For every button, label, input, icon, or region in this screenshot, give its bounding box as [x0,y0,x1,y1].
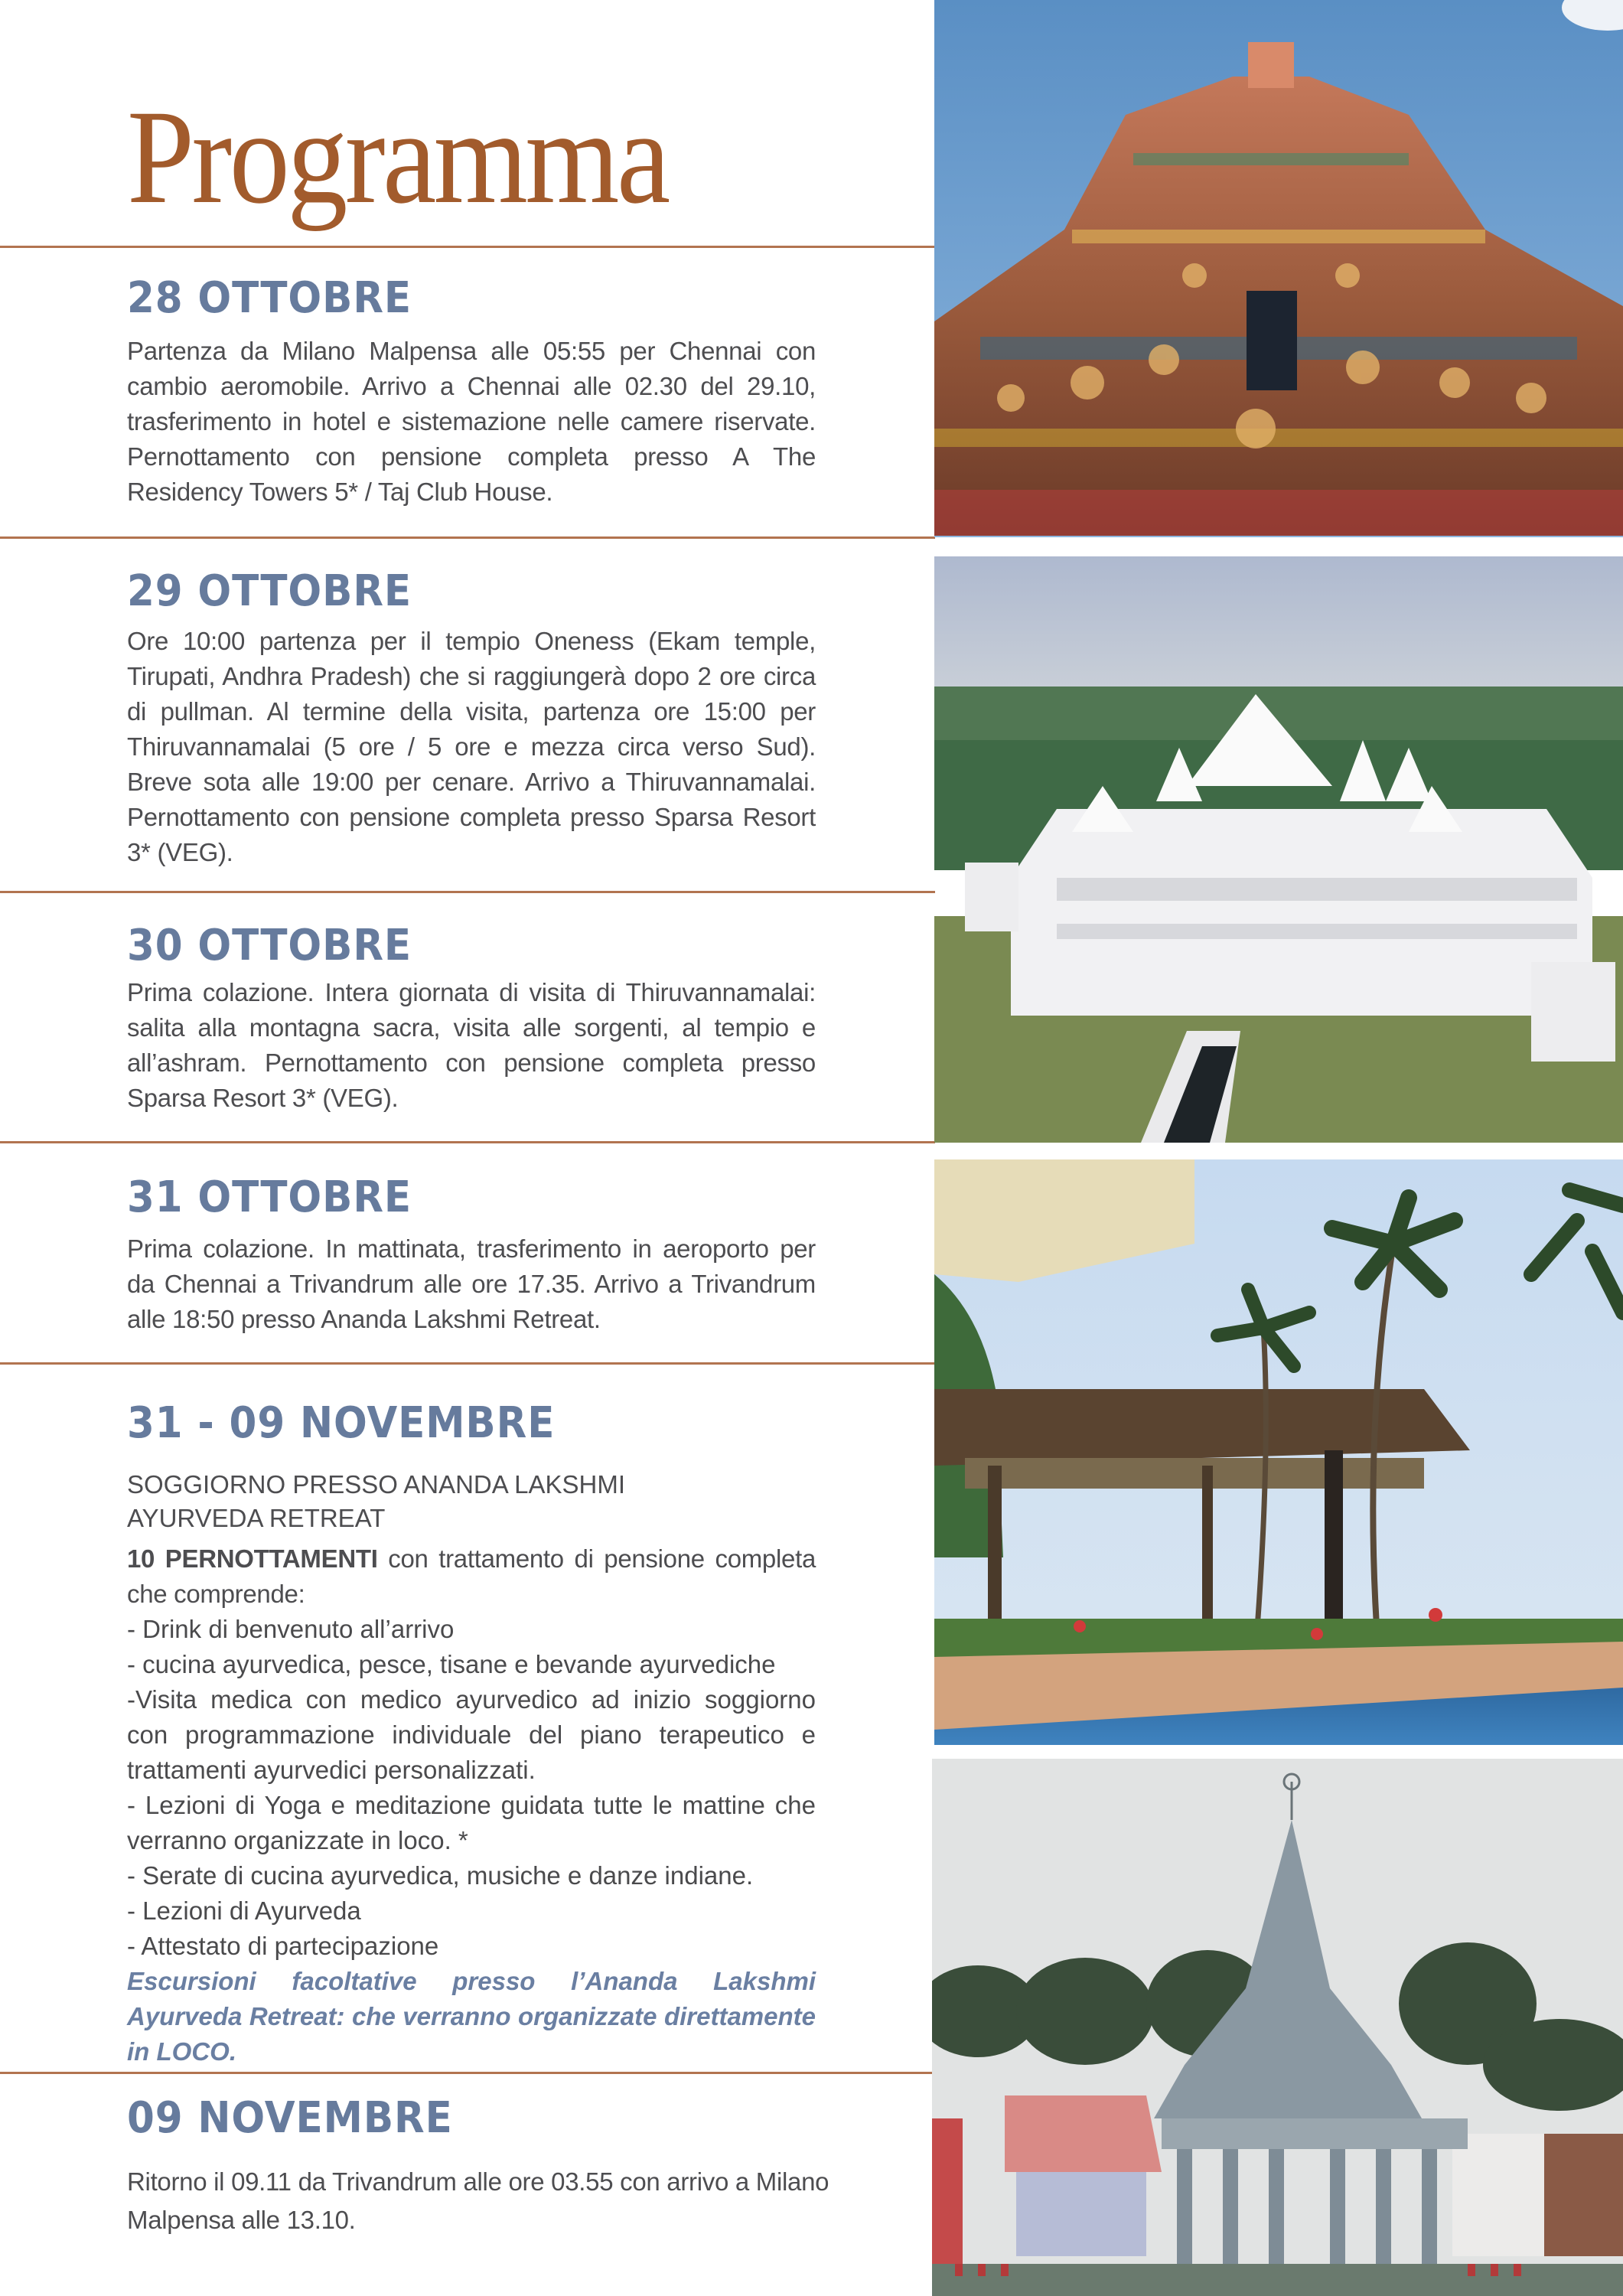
inclusion-item: - cucina ayurvedica, pesce, tisane e bevande ayurvediche [127,1650,776,1678]
oneness-temple-photo [934,556,1623,1143]
day-description: Prima colazione. In mattinata, trasferimento in aeroporto per da Chennai a Trivandrum alle ore 17.35. Arrivo a Trivandrum alle 18:50 presso Ananda Lakshmi Retreat. [127,1234,816,1333]
stay-subheading-line: SOGGIORNO PRESSO ANANDA LAKSHMI [127,1470,625,1499]
retreat-pool-photo [934,1159,1623,1745]
nights-text: con trattamento di pensione completa che comprende: [127,1544,816,1608]
inclusion-item: - Serate di cucina ayurvedica, musiche e danze indiane. [127,1861,754,1890]
day-section-29-ottobre [127,566,816,870]
nights-label: 10 PERNOTTAMENTI [127,1544,378,1573]
gopuram-temple-photo [934,0,1623,537]
day-heading: 29 OTTOBRE [127,566,412,616]
divider [0,891,935,893]
divider [0,246,935,248]
divider [0,1141,935,1143]
stay-subheading [127,1468,816,1535]
day-section-28-ottobre [127,273,816,510]
day-section-31-09-novembre [127,1398,816,2069]
temple-tank-photo [932,1759,1623,2296]
day-section-31-ottobre [127,1172,816,1337]
day-section-09-novembre [127,2093,829,2239]
inclusions-list [127,1612,816,1964]
inclusion-item: -Visita medica con medico ayurvedico ad inizio soggiorno con programmazione individuale del piano terapeutico e trattamenti ayurvedici personalizzati. [127,1685,816,1784]
divider [0,536,935,539]
day-heading: 31 OTTOBRE [127,1172,412,1222]
nights-paragraph [127,1541,816,1612]
day-section-30-ottobre [127,921,816,1116]
day-heading: 31 - 09 NOVEMBRE [127,1398,556,1448]
day-heading: 09 NOVEMBRE [127,2093,453,2143]
day-heading: 30 OTTOBRE [127,921,412,970]
inclusion-item: - Attestato di partecipazione [127,1932,439,1960]
inclusion-item: - Lezioni di Yoga e meditazione guidata tutte le mattine che verranno organizzate in loco. * [127,1791,816,1854]
day-description: Ritorno il 09.11 da Trivandrum alle ore 03.55 con arrivo a Milano Malpensa alle 13.10. [127,2167,829,2234]
day-description: Ore 10:00 partenza per il tempio Oneness (Ekam temple, Tirupati, Andhra Pradesh) che si raggiungerà dopo 2 ore circa di pullman. Al termine della visita, partenza ore 15:00 per Thiruvannamalai (5 ore / 5 ore e mezza circa verso Sud). Breve sota alle 19:00 per cenare. Arrivo a Thiruvannamalai. Pernottamento con pensione completa presso Sparsa Resort 3* (VEG). [127,627,816,866]
day-description: Partenza da Milano Malpensa alle 05:55 per Chennai con cambio aeromobile. Arrivo a Chennai alle 02.30 del 29.10, trasferimento in hotel e sistemazione nelle camere riservate. Pernottamento con pensione completa presso A The Residency Towers 5* / Taj Club House. [127,337,816,506]
day-description: Prima colazione. Intera giornata di visita di Thiruvannamalai: salita alla montagna sacra, visita alle sorgenti, al tempio e all’ashram. Pernottamento con pensione completa presso Sparsa Resort 3* (VEG). [127,978,816,1112]
inclusion-item: - Lezioni di Ayurveda [127,1896,361,1925]
day-heading: 28 OTTOBRE [127,273,412,323]
divider [0,2072,935,2074]
divider [0,1362,935,1365]
inclusion-item: - Drink di benvenuto all’arrivo [127,1615,455,1643]
optional-excursions-note: Escursioni facoltative presso l’Ananda Lakshmi Ayurveda Retreat: che verranno organizzate direttamente in LOCO. [127,1967,816,2066]
page-title: Programma [127,83,668,232]
stay-subheading-line: AYURVEDA RETREAT [127,1504,386,1532]
